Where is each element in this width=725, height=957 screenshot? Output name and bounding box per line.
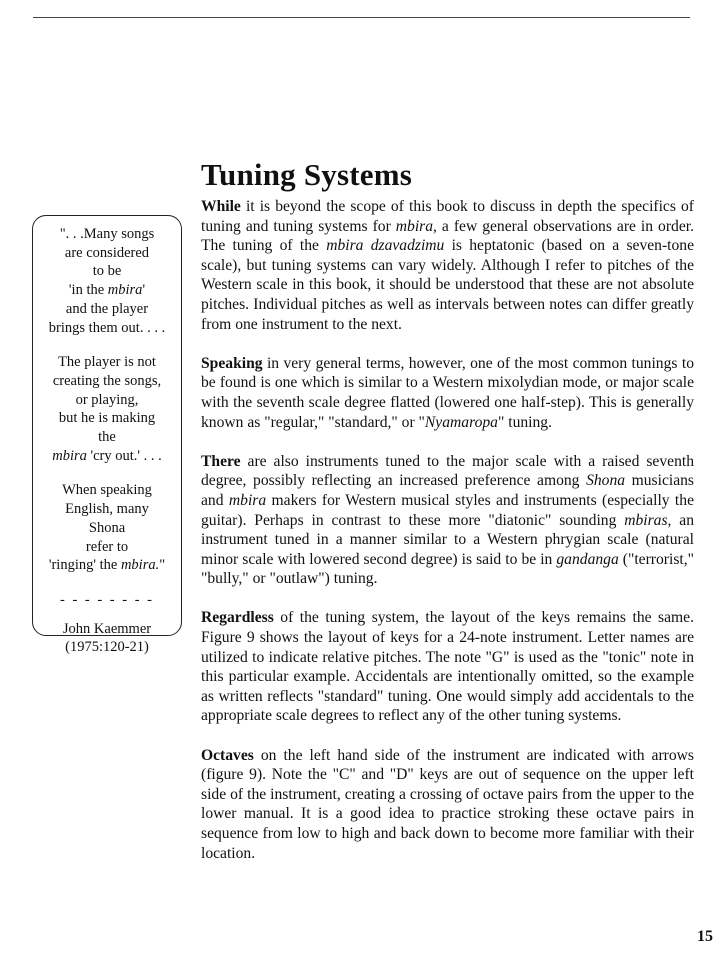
- sidebar-quote-box: [32, 215, 182, 656]
- paragraph-1: While it is beyond the scope of this book to discuss in depth the specifics of tuning and tuning systems for mbira, a few general observations are in order. The tuning of the mbira dzavadzimu is heptatonic (based on a seven-tone scale), but tuning systems can vary widely. Although I refer to pitches of the Western scale in this book, it should be understood that these are not absolute pitches. Individual pitches as well as intervals between notes can differ greatly from one instrument to the next.: [201, 198, 695, 333]
- sidebar-attribution: John Kaemmer (1975:120-21): [62, 620, 152, 656]
- sidebar-quote-1: ". . .Many songs are considered to be 'in the mbira' and the player brings them out. . . .: [48, 226, 166, 336]
- sidebar-quote-3: When speaking English, many Shona refer to 'ringing' the mbira.": [48, 482, 166, 574]
- body-text: [201, 197, 694, 883]
- paragraph-5: Octaves on the left hand side of the instrument are indicated with arrows (figure 9). Note the "C" and "D" keys are out of sequence on the upper left side of the instrument, creating a crossing of octave pairs from the upper to the lower manual. It is a good idea to practice stroking these octave pairs in sequence from low to high and back down to become more familiar with their location.: [201, 746, 694, 862]
- section-heading: Tuning Systems: [201, 157, 412, 192]
- sidebar-separator: - - - - - - - -: [59, 591, 154, 608]
- paragraph-2: Speaking in very general terms, however, one of the most common tunings to be found is one which is similar to a Western mixolydian mode, or major scale with the seventh scale degree flatted (lowered one half-step). This is generally known as "regular," "standard," or "Nyamaropa" tuning.: [201, 354, 694, 431]
- paragraph-3: There are also instruments tuned to the major scale with a raised seventh degree, possibly reflecting an increased preference among Shona musicians and mbira makers for Western musical styles and instruments (especially the guitar). Perhaps in contrast to these more "diatonic" sounding mbiras, an instrument tuned in a manner similar to a Western phrygian scale (natural minor scale with lowered second degree) is said to be in gandanga ("terrorist," "bully," or "outlaw") tuning.: [201, 452, 695, 588]
- page-number: 15: [697, 928, 713, 945]
- sidebar-quote-2: The player is not creating the songs, or playing, but he is making the mbira 'cry out.' . . .: [52, 354, 162, 464]
- paragraph-4: Regardless of the tuning system, the layout of the keys remains the same. Figure 9 shows the layout of keys for a 24-note instrument. Letter names are utilized to indicate relative pitches. The note "G" is used as the "tonic" note in this particular example. Accidentals are intentionally omitted, so the example as written reflects "standard" tuning. One would simply add accidentals to the appropriate scale degrees to reflect any of the other tuning systems.: [201, 609, 694, 725]
- top-rule: [33, 17, 690, 18]
